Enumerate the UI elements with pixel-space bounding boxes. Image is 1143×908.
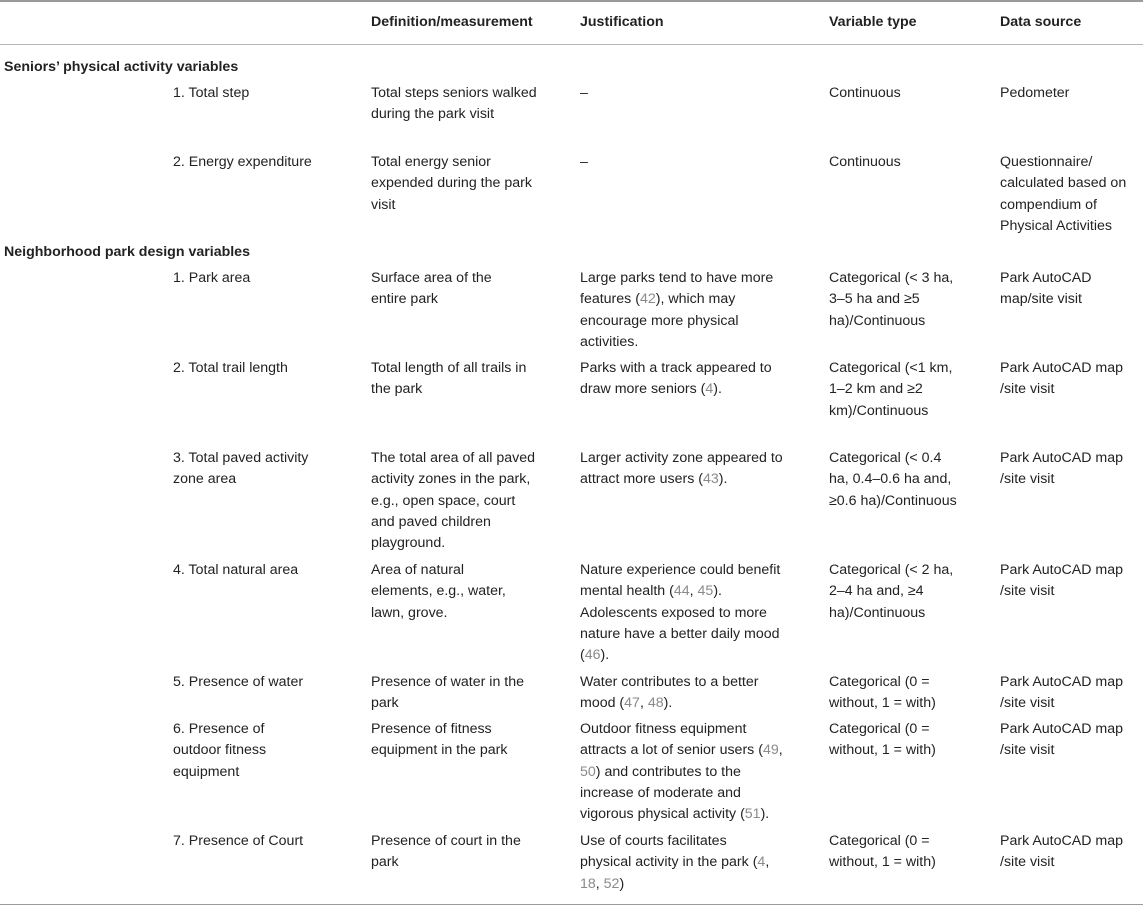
definition-cell: The total area of all paved activity zones in the park, e.g., open space, court and paved children playground. [371,450,536,552]
citation-link[interactable]: 4 [705,381,714,398]
variable-type-cell: Categorical (0 = without, 1 = with) [829,833,936,871]
citation-link[interactable]: 45 [697,583,714,600]
variable-name: 6. Presence of outdoor fitness equipment [173,721,267,780]
variable-type-cell: Categorical (<1 km, 1–2 km and ≥2 km)/Continuous [829,360,953,419]
variable-type-cell: Categorical (0 = without, 1 = with) [829,674,936,712]
citation-link[interactable]: 43 [703,471,719,488]
data-source-cell: Questionnaire/ calculated based on compendium of Physical Activities [1000,154,1127,234]
variable-type-cell: Continuous [829,154,901,170]
justification-cell: Large parks tend to have more features (42), which may encourage more physical activities. [580,270,774,350]
definition-cell: Total length of all trails in the park [371,360,527,398]
justification-cell: Nature experience could benefit mental health (44, 45). Adolescents exposed to more nature have a better daily mood (46). [580,562,781,664]
variable-name: 5. Presence of water [173,674,304,690]
definition-cell: Presence of fitness equipment in the park [371,721,508,759]
justification-cell: Water contributes to a better mood (47, 48). [580,674,759,712]
table-bottom-rule [0,904,1143,905]
definition-cell: Total steps seniors walked during the park visit [371,85,537,123]
data-source-cell: Park AutoCAD map/site visit [1000,270,1092,308]
data-source-cell: Park AutoCAD map /site visit [1000,674,1124,712]
citation-link[interactable]: 18 [580,875,596,892]
variable-name: 7. Presence of Court [173,833,304,849]
citation-link[interactable]: 4 [757,854,766,871]
section-park-design: Neighborhood park design variables [4,244,250,260]
table-header-rule [0,44,1143,45]
header-justification: Justification [580,14,664,30]
justification-cell: Use of courts facilitates physical activity in the park (4, 18, 52) [580,833,770,892]
justification-cell: – [580,85,588,101]
citation-link[interactable]: 47 [624,695,640,712]
variable-name: 1. Park area [173,270,251,286]
citation-link[interactable]: 42 [639,291,656,308]
header-definition: Definition/measurement [371,14,533,30]
justification-cell: Larger activity zone appeared to attract more users (43). [580,450,783,488]
definition-cell: Presence of water in the park [371,674,524,712]
justification-cell: Outdoor fitness equipment attracts a lot of senior users (49, 50) and contributes to the increase of moderate and vigorous physical activity (51). [580,721,783,823]
variable-name: 3. Total paved activity zone area [173,450,309,488]
citation-link[interactable]: 48 [647,695,664,712]
variable-type-cell: Continuous [829,85,901,101]
variable-name: 2. Energy expenditure [173,154,312,170]
data-source-cell: Park AutoCAD map /site visit [1000,833,1124,871]
variable-name: 4. Total natural area [173,562,299,578]
data-source-cell: Park AutoCAD map /site visit [1000,721,1124,759]
variable-type-cell: Categorical (< 0.4 ha, 0.4–0.6 ha and, ≥0.6 ha)/Continuous [829,450,957,509]
variable-type-cell: Categorical (0 = without, 1 = with) [829,721,936,759]
section-seniors-physical-activity: Seniors’ physical activity variables [4,59,239,75]
variable-type-cell: Categorical (< 2 ha, 2–4 ha and, ≥4 ha)/Continuous [829,562,954,621]
table-header-row [0,12,1143,34]
variable-type-cell: Categorical (< 3 ha, 3–5 ha and ≥5 ha)/Continuous [829,270,954,329]
citation-link[interactable]: 50 [580,763,596,780]
justification-cell: Parks with a track appeared to draw more seniors (4). [580,360,772,398]
header-data-source: Data source [1000,14,1082,30]
data-source-cell: Park AutoCAD map /site visit [1000,562,1124,600]
justification-cell: – [580,154,588,170]
table-top-rule [0,0,1143,2]
variable-name: 1. Total step [173,85,250,101]
data-source-cell: Park AutoCAD map /site visit [1000,360,1124,398]
definition-cell: Area of natural elements, e.g., water, lawn, grove. [371,562,506,621]
definition-cell: Total energy senior expended during the park visit [371,154,532,213]
data-source-cell: Park AutoCAD map /site visit [1000,450,1124,488]
citation-link[interactable]: 51 [744,806,761,823]
variable-name: 2. Total trail length [173,360,288,376]
citation-link[interactable]: 52 [603,875,620,892]
definition-cell: Presence of court in the park [371,833,521,871]
citation-link[interactable]: 46 [584,647,601,664]
definition-cell: Surface area of the entire park [371,270,492,308]
citation-link[interactable]: 44 [673,583,690,600]
data-source-cell: Pedometer [1000,85,1070,101]
citation-link[interactable]: 49 [762,742,779,759]
header-variable-type: Variable type [829,14,917,30]
